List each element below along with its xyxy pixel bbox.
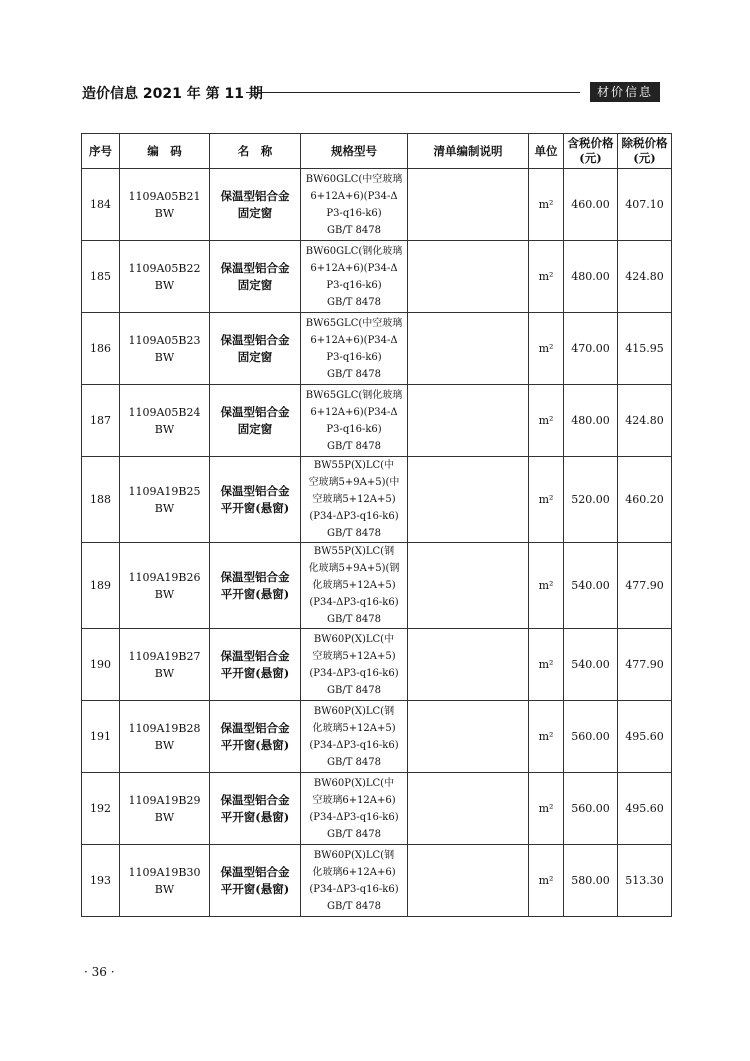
item-name: 保温型铝合金 固定窗 — [210, 385, 301, 457]
col-unit-header: 单位 — [529, 134, 564, 169]
page-header — [82, 82, 660, 102]
row-number: 189 — [82, 543, 120, 629]
col-no-header: 序号 — [82, 134, 120, 169]
header-row — [82, 134, 672, 169]
row-number: 186 — [82, 313, 120, 385]
item-code: 1109A19B28 BW — [120, 701, 210, 773]
item-unit: m² — [529, 313, 564, 385]
item-unit: m² — [529, 457, 564, 543]
item-code: 1109A05B23 BW — [120, 313, 210, 385]
item-unit: m² — [529, 241, 564, 313]
row-number: 192 — [82, 773, 120, 845]
journal-title: 造价信息 2021 年 第 11 期 — [82, 86, 263, 102]
item-unit: m² — [529, 701, 564, 773]
item-code: 1109A19B29 BW — [120, 773, 210, 845]
table-header — [82, 134, 672, 169]
item-spec: BW60GLC(钢化玻璃 6+12A+6)(P34-Δ P3-q16-k6) GB/T 8478 — [301, 241, 408, 313]
price-with-tax: 560.00 — [564, 701, 618, 773]
col-code-header: 编 码 — [120, 134, 210, 169]
item-spec: BW60P(X)LC(中 空玻璃6+12A+6) (P34-ΔP3-q16-k6) GB/T 8478 — [301, 773, 408, 845]
item-unit: m² — [529, 543, 564, 629]
price-without-tax: 477.90 — [618, 629, 672, 701]
price-table — [81, 133, 672, 917]
section-badge: 材价信息 — [590, 82, 660, 102]
item-spec: BW65GLC(中空玻璃 6+12A+6)(P34-Δ P3-q16-k6) GB/T 8478 — [301, 313, 408, 385]
item-code: 1109A19B26 BW — [120, 543, 210, 629]
item-spec: BW55P(X)LC(钢 化玻璃5+9A+5)(钢 化玻璃5+12A+5) (P34-ΔP3-q16-k6) GB/T 8478 — [301, 543, 408, 629]
table-row — [82, 313, 672, 385]
page-number: · 36 · — [84, 965, 115, 979]
item-note — [408, 773, 529, 845]
price-without-tax: 424.80 — [618, 241, 672, 313]
item-spec: BW60P(X)LC(钢 化玻璃6+12A+6) (P34-ΔP3-q16-k6) GB/T 8478 — [301, 845, 408, 917]
price-with-tax: 540.00 — [564, 629, 618, 701]
item-name: 保温型铝合金 固定窗 — [210, 313, 301, 385]
price-with-tax: 470.00 — [564, 313, 618, 385]
item-note — [408, 313, 529, 385]
price-with-tax: 480.00 — [564, 385, 618, 457]
price-without-tax: 424.80 — [618, 385, 672, 457]
row-number: 193 — [82, 845, 120, 917]
table-row — [82, 701, 672, 773]
item-code: 1109A19B27 BW — [120, 629, 210, 701]
item-name: 保温型铝合金 平开窗(悬窗) — [210, 457, 301, 543]
row-number: 188 — [82, 457, 120, 543]
table-row — [82, 543, 672, 629]
col-name-header: 名 称 — [210, 134, 301, 169]
price-without-tax: 495.60 — [618, 773, 672, 845]
item-note — [408, 457, 529, 543]
price-without-tax: 513.30 — [618, 845, 672, 917]
price-with-tax: 580.00 — [564, 845, 618, 917]
price-without-tax: 407.10 — [618, 169, 672, 241]
item-spec: BW55P(X)LC(中 空玻璃5+9A+5)(中 空玻璃5+12A+5) (P34-ΔP3-q16-k6) GB/T 8478 — [301, 457, 408, 543]
item-name: 保温型铝合金 平开窗(悬窗) — [210, 845, 301, 917]
price-without-tax: 477.90 — [618, 543, 672, 629]
item-name: 保温型铝合金 固定窗 — [210, 241, 301, 313]
item-code: 1109A05B22 BW — [120, 241, 210, 313]
item-unit: m² — [529, 773, 564, 845]
item-spec: BW65GLC(钢化玻璃 6+12A+6)(P34-Δ P3-q16-k6) GB/T 8478 — [301, 385, 408, 457]
table-row — [82, 845, 672, 917]
item-spec: BW60P(X)LC(钢 化玻璃5+12A+5) (P34-ΔP3-q16-k6) GB/T 8478 — [301, 701, 408, 773]
item-spec: BW60GLC(中空玻璃 6+12A+6)(P34-Δ P3-q16-k6) GB/T 8478 — [301, 169, 408, 241]
table-row — [82, 457, 672, 543]
item-code: 1109A05B24 BW — [120, 385, 210, 457]
row-number: 185 — [82, 241, 120, 313]
item-code: 1109A05B21 BW — [120, 169, 210, 241]
item-name: 保温型铝合金 平开窗(悬窗) — [210, 701, 301, 773]
item-code: 1109A19B25 BW — [120, 457, 210, 543]
item-note — [408, 701, 529, 773]
item-name: 保温型铝合金 平开窗(悬窗) — [210, 629, 301, 701]
item-note — [408, 845, 529, 917]
row-number: 190 — [82, 629, 120, 701]
col-note-header: 清单编制说明 — [408, 134, 529, 169]
item-unit: m² — [529, 629, 564, 701]
header-rule — [246, 92, 580, 93]
item-note — [408, 169, 529, 241]
item-spec: BW60P(X)LC(中 空玻璃5+12A+5) (P34-ΔP3-q16-k6) GB/T 8478 — [301, 629, 408, 701]
row-number: 184 — [82, 169, 120, 241]
price-with-tax: 560.00 — [564, 773, 618, 845]
table-row — [82, 241, 672, 313]
price-without-tax: 415.95 — [618, 313, 672, 385]
row-number: 191 — [82, 701, 120, 773]
table-row — [82, 629, 672, 701]
item-name: 保温型铝合金 固定窗 — [210, 169, 301, 241]
item-name: 保温型铝合金 平开窗(悬窗) — [210, 543, 301, 629]
item-note — [408, 629, 529, 701]
price-without-tax: 495.60 — [618, 701, 672, 773]
item-unit: m² — [529, 169, 564, 241]
table-row — [82, 169, 672, 241]
table-body — [82, 169, 672, 917]
item-note — [408, 543, 529, 629]
price-with-tax: 480.00 — [564, 241, 618, 313]
item-unit: m² — [529, 385, 564, 457]
item-code: 1109A19B30 BW — [120, 845, 210, 917]
row-number: 187 — [82, 385, 120, 457]
price-with-tax: 460.00 — [564, 169, 618, 241]
table-row — [82, 385, 672, 457]
item-note — [408, 385, 529, 457]
table-row — [82, 773, 672, 845]
item-unit: m² — [529, 845, 564, 917]
price-with-tax: 520.00 — [564, 457, 618, 543]
price-without-tax: 460.20 — [618, 457, 672, 543]
price-with-tax: 540.00 — [564, 543, 618, 629]
col-price-notax-header: 除税价格(元) — [618, 134, 672, 169]
item-name: 保温型铝合金 平开窗(悬窗) — [210, 773, 301, 845]
col-spec-header: 规格型号 — [301, 134, 408, 169]
item-note — [408, 241, 529, 313]
col-price-tax-header: 含税价格(元) — [564, 134, 618, 169]
